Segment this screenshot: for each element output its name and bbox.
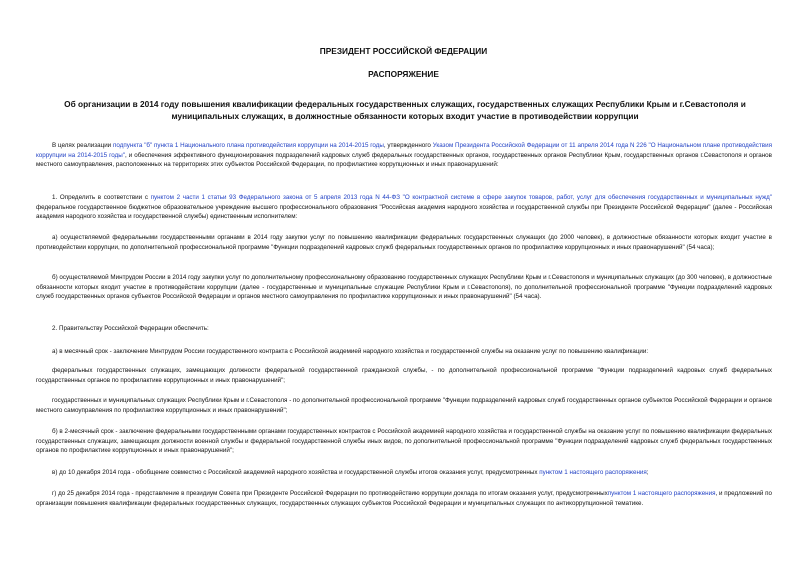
text-segment: , и предложений по организации повышения квалификации федеральных государственных служащих, государственных служащих субъектов Российской Федерации и муниципальных служащих по антикоррупционной тематике. xyxy=(36,490,772,507)
text-segment: в) до 10 декабря 2014 года - обобщение совместно с Российской академией народного хозяйства и государственной службы итогов оказания услуг, предусмотренных xyxy=(52,469,540,476)
text-segment: ; xyxy=(646,469,649,476)
text-segment: , утвержденного xyxy=(383,142,433,149)
text-segment: г) до 25 декабря 2014 года - представление в президиум Совета при Президенте Российской Федерации по противодействию коррупции доклада по итогам оказания услуг, предусмотренных xyxy=(52,490,608,497)
link-item-1-second[interactable]: пунктом 1 настоящего распоряжения xyxy=(607,490,716,497)
document-header: ПРЕЗИДЕНТ РОССИЙСКОЙ ФЕДЕРАЦИИ xyxy=(319,46,488,56)
paragraph-item-2a-regional: государственных и муниципальных служащих Республики Крым и г.Севастополя - по дополнительной профессиональной программе "Функции подразделений кадровых служб государственных органов субъектов Российской Федерации и органов местного самоуправления по профилактике коррупционных и иных правонарушений"; xyxy=(36,397,772,414)
paragraph-intro xyxy=(36,141,772,170)
paragraph-item-2a: а) в месячный срок - заключение Минтрудом России государственного контракта с Российской академией народного хозяйства и государственной службы на оказание услуг по повышению квалификации: xyxy=(52,348,649,355)
paragraph-item-2a-federal: федеральных государственных служащих, замещающих должности федеральной государственной гражданской службы, - по дополнительной профессиональной программе "Функции подразделений кадровых служб федеральных государственных органов по профилактике коррупционных и иных правонарушений"; xyxy=(36,367,772,384)
paragraph-item-1b: б) осуществляемой Минтрудом России в 2014 году закупки услуг по дополнительному профессиональному образованию государственных служащих Республики Крым и г.Севастополя и муниципальных служащих (до 300 человек), в должностные обязанности которых входит участие в противодействии коррупции (далее - государственные и муниципальные служащие Республики Крым и г.Севастополя), по дополнительной профессиональной программе "Функции подразделений кадровых служб государственных органов субъектов Российской Федерации и органов местного самоуправления по профилактике коррупционных и иных правонарушений" (54 часа). xyxy=(36,274,772,301)
paragraph-item-1 xyxy=(36,193,772,222)
paragraph-item-2: 2. Правительству Российской Федерации обеспечить: xyxy=(52,325,209,332)
link-national-plan-subpoint[interactable]: подпункта "б" пункта 1 Национального плана противодействия коррупции на 2014-2015 годы xyxy=(112,142,384,149)
paragraph-item-2c xyxy=(36,468,772,478)
paragraph-item-1a: а) осуществляемой федеральными государственными органами в 2014 году закупки услуг по повышению квалификации федеральных государственных служащих (до 2000 человек), в должностные обязанности которых входит участие в противодействии коррупции, по дополнительной профессиональной программе "Функции подразделений кадровых служб федеральных государственных органов по профилактике коррупционных и иных правонарушений" (54 часа); xyxy=(36,234,772,251)
document-type: РАСПОРЯЖЕНИЕ xyxy=(368,69,439,79)
text-segment: , и обеспечения эффективного функционирования подразделений кадровых служб федеральных государственных органов, государственных органов Республики Крым, государственных органов г.Севастополя и органов местного самоуправления, расположенных на территориях этих субъектов Российской Федерации, по профилактике коррупционных и иных правонарушений: xyxy=(36,151,772,169)
text-segment: В целях реализации xyxy=(52,142,113,149)
link-presidential-decree[interactable]: Указом Президента Российской Федерации от 11 апреля 2014 года N 226 "О Национальном плане противодействия коррупции на 2014-2015 годы" xyxy=(36,142,772,159)
paragraph-item-2b: б) в 2-месячный срок - заключение федеральными государственными органами государственных контрактов с Российской академией народного хозяйства и государственной службы на оказание услуг по повышению квалификации федеральных государственных служащих, замещающих должности военной службы и федеральной государственной службы иных видов, по дополнительной профессиональной программе "Функции подразделений кадровых служб федеральных государственных органов по профилактике коррупционных и иных правонарушений"; xyxy=(36,428,772,455)
paragraph-item-2d xyxy=(36,489,772,508)
document-title: Об организации в 2014 году повышения квалификации федеральных государственных служащих, государственных служащих Республики Крым и г.Севастополя и муниципальных служащих, в должностные обязанности которых входит участие в противодействии коррупции xyxy=(64,99,746,121)
link-item-1[interactable]: пунктом 1 настоящего распоряжения xyxy=(539,469,647,476)
text-segment: федеральное государственное бюджетное образовательное учреждение высшего профессионального образования "Российская академия народного хозяйства и государственной службы при Президенте Российской Федерации" (далее - Российская академия народного хозяйства и государственной службы) единственным исполнителем: xyxy=(36,203,772,221)
text-segment: 1. Определить в соответствии с xyxy=(52,194,151,201)
link-federal-law-44fz[interactable]: пунктом 2 части 1 статьи 93 Федерального закона от 5 апреля 2013 года N 44-ФЗ "О контрактной системе в сфере закупок товаров, работ, услуг для обеспечения государственных и муниципальных нужд" xyxy=(150,194,773,201)
